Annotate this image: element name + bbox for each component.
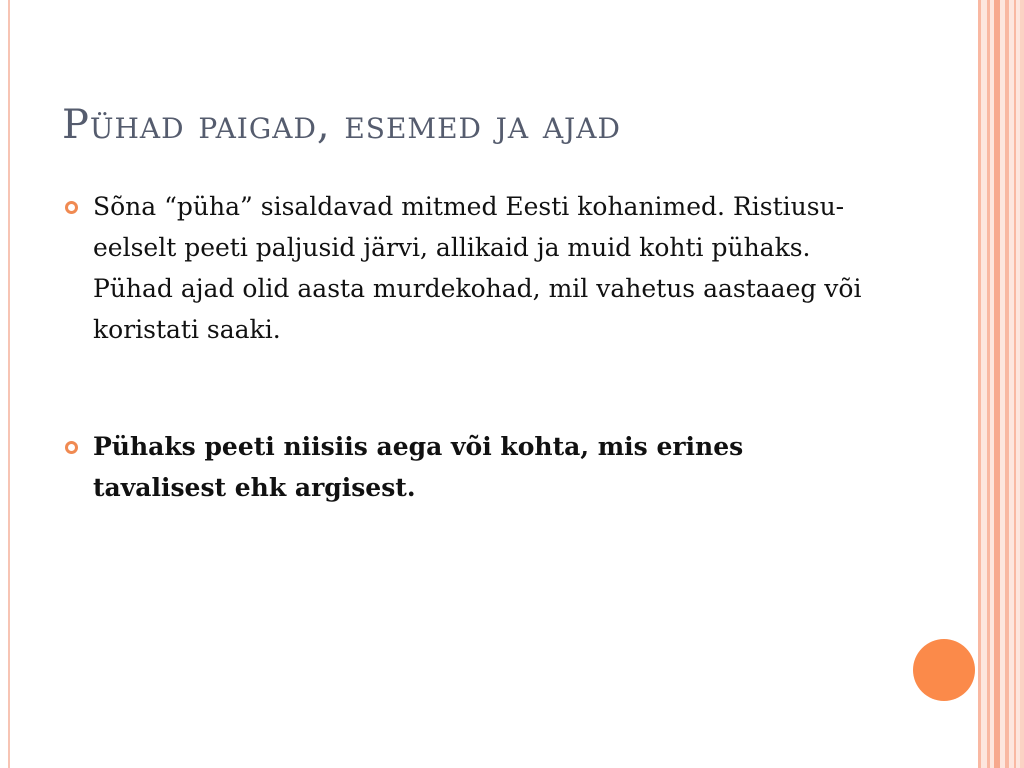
bullet-text: Pühaks peeti niisiis aega või kohta, mis erines tavalisest ehk argisest.	[93, 432, 744, 502]
stripe	[994, 0, 1000, 768]
stripe	[1020, 0, 1024, 768]
bullet-text: Sõna “püha” sisaldavad mitmed Eesti kohanimed. Ristiusu-eelselt peeti paljusid järvi, allikaid ja muid kohti pühaks. Pühad ajad olid aasta murdekohad, mil vahetus aastaaeg või koristati saaki.	[93, 192, 862, 344]
bullet-circle-icon	[65, 441, 78, 454]
left-frame-line	[8, 0, 10, 768]
bullet-item-2	[62, 426, 882, 508]
bullet-item-1	[62, 186, 882, 350]
decorative-stripes	[978, 0, 1024, 768]
stripe	[1005, 0, 1009, 768]
slide-title: Pühad paigad, esemed ja ajad	[62, 102, 621, 148]
stripe	[987, 0, 990, 768]
stripe	[1014, 0, 1016, 768]
bullet-list	[62, 186, 882, 508]
stripe	[978, 0, 981, 768]
bullet-circle-icon	[65, 201, 78, 214]
decorative-circle	[913, 639, 975, 701]
